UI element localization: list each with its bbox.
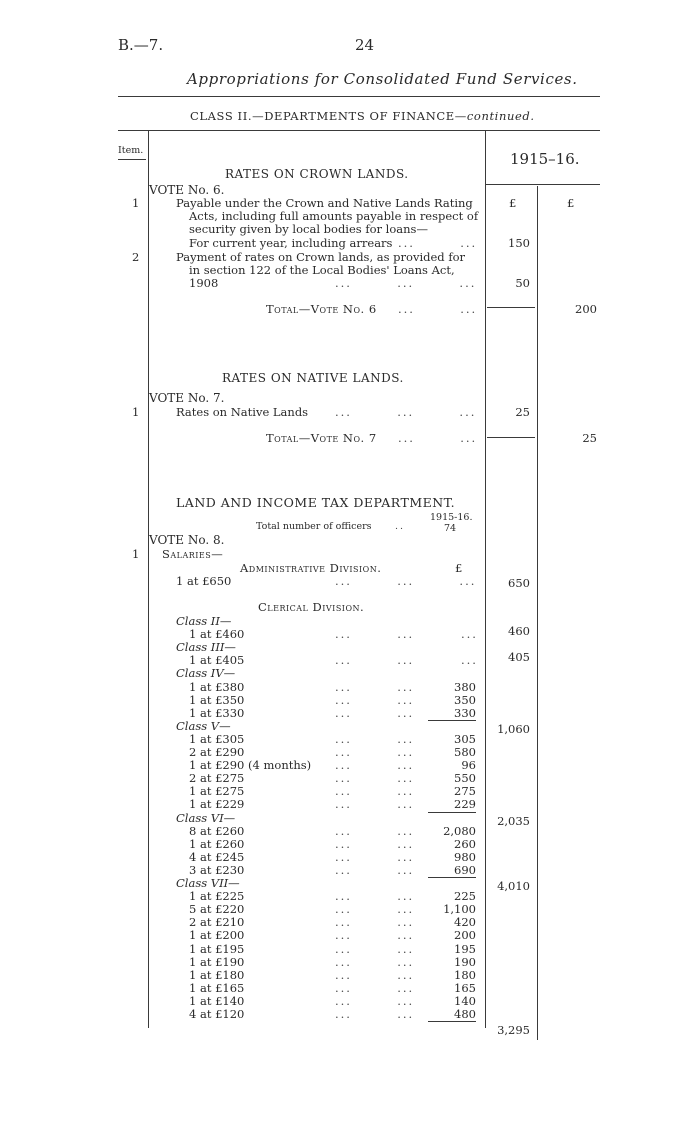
- salary-row-label: 2 at £290: [189, 745, 245, 759]
- leader-dots: ... ... ...: [335, 574, 477, 588]
- class-heading-continued: continued.: [466, 109, 535, 123]
- year-column-header: 1915–16.: [510, 150, 580, 168]
- salary-row-label: 2 at £210: [189, 915, 245, 930]
- item-header-rule: [118, 159, 146, 160]
- salary-row-amount: 420: [454, 915, 476, 930]
- salary-row-amount: 96: [461, 758, 476, 773]
- salary-row-amount: 195: [454, 941, 476, 956]
- salary-row-label: 1 at £330: [189, 705, 245, 720]
- salary-row-label: 1 at £180: [189, 967, 245, 982]
- leader-dots: ... ...: [335, 705, 415, 720]
- salary-row-label: 1 at £460: [189, 627, 245, 642]
- salary-row-label: 1 at £229: [189, 797, 245, 812]
- pound-sign: £: [509, 196, 517, 210]
- leader-dots: ... ...: [335, 915, 415, 930]
- salary-row-label: 2 at £275: [189, 771, 245, 786]
- salary-row-amount: 275: [454, 784, 476, 799]
- salary-row-amount: 200: [454, 928, 476, 943]
- leader-dots: ... ...: [335, 941, 415, 956]
- leader-dots: ... ...: [335, 902, 415, 917]
- leader-dots: ...: [461, 653, 478, 668]
- vote7-total-amount: 25: [582, 431, 597, 445]
- salary-row-label: 8 at £260: [189, 823, 245, 838]
- vote7-item1-text: Rates on Native Lands: [176, 405, 309, 419]
- officers-label: Total number of officers: [256, 521, 372, 532]
- salary-row-amount: 2,080: [443, 823, 476, 838]
- officers-count: 74: [444, 523, 457, 534]
- salary-row-amount: 305: [454, 731, 476, 746]
- leader-dots: ... ...: [398, 302, 478, 316]
- vote6-item2-text: in section 122 of the Local Bodies' Loans Act,: [189, 263, 455, 277]
- vote6-item1-number: 1: [132, 196, 140, 210]
- salary-row-amount: 330: [454, 705, 476, 720]
- admin-division-heading: Administrative Division.: [240, 561, 382, 575]
- salary-row-amount: 480: [454, 1007, 476, 1021]
- vote6-total-label: Total—Vote No. 6: [266, 302, 377, 316]
- salary-row-amount: 380: [454, 679, 476, 694]
- vote7-number: VOTE No. 7.: [149, 391, 225, 405]
- salary-row-amount: 980: [454, 849, 476, 864]
- page-number: 24: [355, 36, 375, 54]
- year-header-rule: [485, 184, 600, 185]
- vote6-item1-text: security given by local bodies for loans—: [189, 222, 428, 236]
- leader-dots: ... ...: [335, 692, 415, 707]
- class-sum-rule: [428, 1021, 476, 1022]
- leader-dots: ... ... ...: [335, 405, 477, 419]
- salary-row-amount: 1,100: [443, 902, 476, 917]
- salary-row-label: 5 at £220: [189, 902, 245, 917]
- salary-row-label: 1 at £225: [189, 889, 245, 904]
- leader-dots: ... ...: [335, 679, 415, 694]
- vote6-item2-text: Payment of rates on Crown lands, as provided for: [176, 250, 465, 264]
- vote7-total-label: Total—Vote No. 7: [266, 431, 377, 445]
- vote7-item1-number: 1: [132, 405, 140, 419]
- salary-row-label: 1 at £290 (4 months): [189, 758, 312, 773]
- salary-row-amount: 580: [454, 745, 476, 759]
- leader-dots: ... ...: [335, 836, 415, 851]
- class-total: 1,060: [497, 721, 530, 736]
- salary-row-label: 3 at £230: [189, 862, 245, 877]
- leader-dots: ... ...: [335, 1007, 415, 1021]
- item-column-divider: [148, 131, 149, 1028]
- class-total: 3,295: [497, 1023, 530, 1038]
- leader-dots: ... ...: [335, 784, 415, 799]
- leader-dots: ..: [395, 521, 406, 532]
- leader-dots: ... ... ...: [335, 276, 477, 290]
- salary-row-label: 1 at £195: [189, 941, 245, 956]
- salary-row-label: 4 at £120: [189, 1007, 245, 1021]
- clerical-division-heading: Clerical Division.: [258, 600, 365, 614]
- table-top-rule: [118, 130, 600, 131]
- class-total: 460: [508, 624, 530, 639]
- salary-row-amount: 690: [454, 862, 476, 877]
- class-name: Class VII—: [176, 876, 240, 890]
- leader-dots: ... ...: [335, 980, 415, 995]
- leader-dots: ... ...: [335, 653, 415, 668]
- class-sum-rule: [428, 720, 476, 721]
- salary-row-label: 1 at £380: [189, 679, 245, 694]
- salary-row-amount: 550: [454, 771, 476, 786]
- item-column-header: Item.: [118, 145, 144, 156]
- leader-dots: ... ...: [335, 967, 415, 982]
- vote6-number: VOTE No. 6.: [149, 183, 225, 197]
- leader-dots: ... ...: [335, 849, 415, 864]
- class-sum-rule: [428, 812, 476, 813]
- vote6-item1-text: Payable under the Crown and Native Lands Rating: [176, 196, 473, 210]
- vote6-total-amount: 200: [575, 302, 597, 316]
- admin-salary-line: 1 at £650: [176, 574, 232, 588]
- class-heading-text: CLASS II.—DEPARTMENTS OF FINANCE—: [190, 109, 467, 123]
- salary-row-amount: 180: [454, 967, 476, 982]
- leader-dots: ... ...: [335, 758, 415, 773]
- page-title: Appropriations for Consolidated Fund Services.: [187, 70, 578, 88]
- salary-row-label: 1 at £350: [189, 692, 245, 707]
- leader-dots: ... ...: [335, 745, 415, 759]
- inner-amount-divider: [537, 186, 538, 1040]
- salaries-heading: Salaries—: [162, 547, 224, 561]
- pound-sign: £: [567, 196, 575, 210]
- leader-dots: ... ...: [335, 954, 415, 969]
- salary-row-amount: 260: [454, 836, 476, 851]
- salary-row-amount: 190: [454, 954, 476, 969]
- vote7-sum-rule: [487, 437, 535, 438]
- salary-row-label: 1 at £260: [189, 836, 245, 851]
- class-sum-rule: [428, 877, 476, 878]
- leader-dots: ... ...: [335, 862, 415, 877]
- salary-row-amount: 165: [454, 980, 476, 995]
- salary-row-label: 1 at £190: [189, 954, 245, 969]
- vote6-item1-text: Acts, including full amounts payable in respect of: [189, 209, 479, 223]
- vote6-item1-text: For current year, including arrears: [189, 236, 393, 250]
- admin-total: 650: [508, 576, 530, 590]
- salary-row-amount: 140: [454, 993, 476, 1008]
- leader-dots: ... ...: [335, 823, 415, 838]
- class-name: Class IV—: [176, 666, 236, 681]
- class-total: 4,010: [497, 879, 530, 893]
- leader-dots: ... ...: [335, 731, 415, 746]
- leader-dots: ... ...: [335, 797, 415, 812]
- leader-dots: ... ...: [398, 236, 478, 250]
- leader-dots: ... ...: [398, 431, 478, 445]
- salary-row-label: 1 at £305: [189, 731, 245, 746]
- salary-row-amount: 225: [454, 889, 476, 904]
- salary-row-label: 4 at £245: [189, 849, 245, 864]
- leader-dots: ... ...: [335, 993, 415, 1008]
- vote6-item2-text: 1908: [189, 276, 219, 290]
- vote6-item2-number: 2: [132, 250, 140, 264]
- header-rule: [118, 96, 600, 97]
- vote7-title: RATES ON NATIVE LANDS.: [222, 371, 404, 385]
- salary-row-amount: 350: [454, 692, 476, 707]
- vote6-item1-amount: 150: [508, 236, 530, 250]
- class-total: 405: [508, 650, 530, 665]
- leader-dots: ... ...: [335, 771, 415, 786]
- class-heading: [190, 109, 535, 123]
- amount-column-divider: [485, 131, 486, 1028]
- vote6-sum-rule: [487, 307, 535, 308]
- class-name: Class III—: [176, 640, 236, 655]
- vote8-number: VOTE No. 8.: [149, 533, 225, 547]
- class-name: Class VI—: [176, 810, 236, 825]
- officers-year: 1915-16.: [430, 512, 473, 523]
- vote8-item1-number: 1: [132, 547, 140, 561]
- leader-dots: ... ...: [335, 627, 415, 642]
- salary-row-label: 1 at £275: [189, 784, 245, 799]
- salary-row-label: 1 at £140: [189, 993, 245, 1008]
- salary-row-label: 1 at £200: [189, 928, 245, 943]
- salary-row-amount: 229: [454, 797, 476, 812]
- vote6-title: RATES ON CROWN LANDS.: [225, 167, 409, 181]
- leader-dots: ...: [461, 627, 478, 642]
- salary-row-label: 1 at £405: [189, 653, 245, 668]
- class-total: 2,035: [497, 813, 530, 828]
- vote8-title: LAND AND INCOME TAX DEPARTMENT.: [176, 495, 456, 510]
- leader-dots: ... ...: [335, 889, 415, 904]
- page-reference: B.—7.: [118, 36, 164, 54]
- salary-row-label: 1 at £165: [189, 980, 245, 995]
- class-name: Class II—: [176, 614, 232, 628]
- vote6-item2-amount: 50: [515, 276, 530, 290]
- pound-sign: £: [455, 561, 463, 575]
- class-name: Class V—: [176, 718, 231, 733]
- vote7-item1-amount: 25: [515, 405, 530, 419]
- leader-dots: ... ...: [335, 928, 415, 943]
